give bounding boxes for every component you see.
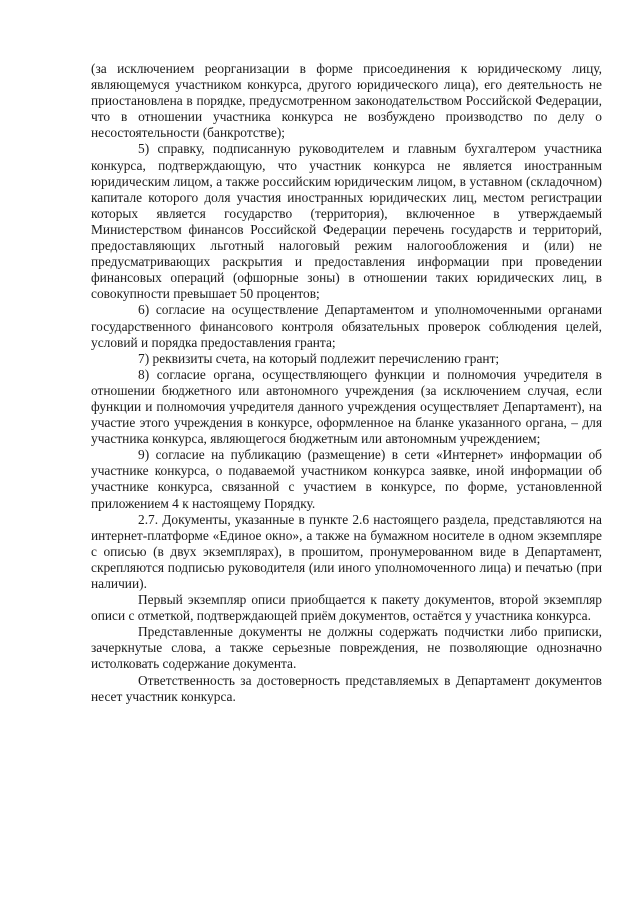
list-item-8: 8) согласие органа, осуществляющего функции и полномочия учредителя в отношении бюджетного или автономного учреждения (за исключением случая, если функции и полномочия учредителя данного учреждения осуществляет Департамент), на участие этого учреждения в конкурсе, оформленное на бланке указанного органа, – для участника конкурса, являющегося бюджетным или автономным учреждением; [91,366,602,447]
list-item-6: 6) согласие на осуществление Департаментом и уполномоченными органами государственного финансового контроля обязательных проверок соблюдения целей, условий и порядка предоставления гранта; [91,302,602,350]
list-item-9: 9) согласие на публикацию (размещение) в сети «Интернет» информации об участнике конкурса, о подаваемой участником конкурса заявке, иной информации об участнике конкурса, связанной с участием в конкурсе, по форме, установленной приложением 4 к настоящему Порядку. [91,447,602,511]
paragraph-inventory-copy: Первый экземпляр описи приобщается к пакету документов, второй экземпляр описи с отметкой, подтверждающей приём документов, остаётся у участника конкурса. [91,592,602,624]
clause-2-7: 2.7. Документы, указанные в пункте 2.6 настоящего раздела, представляются на интернет-платформе «Единое окно», а также на бумажном носителе в одном экземпляре с описью (в двух экземплярах), в прошитом, пронумерованном виде в Департамент, скрепляются подписью руководителя (или иного уполномоченного лица) и печатью (при наличии). [91,511,602,591]
paragraph-responsibility: Ответственность за достоверность представляемых в Департамент документов несет участник конкурса. [91,672,602,704]
document-body [91,61,602,705]
paragraph-continuation: (за исключением реорганизации в форме присоединения к юридическому лицу, являющемуся участником конкурса, другого юридического лица), его деятельность не приостановлена в порядке, предусмотренном законодательством Российской Федерации, что в отношении участника конкурса не возбуждено производство по делу о несостоятельности (банкротстве); [91,61,602,141]
list-item-7: 7) реквизиты счета, на который подлежит перечислению грант; [138,350,500,366]
list-item-5: 5) справку, подписанную руководителем и главным бухгалтером участника конкурса, подтверждающую, что участник конкурса не является иностранным юридическим лицом, а также российским юридическим лицом, в уставном (складочном) капитале которого доля участия иностранных юридических лиц, местом регистрации которых является государство (территория), включенное в утверждаемый Министерством финансов Российской Федерации перечень государств и территорий, предоставляющих льготный налоговый режим налогообложения и (или) не предусматривающих раскрытия и предоставления информации при проведении финансовых операций (офшорные зоны) в отношении таких юридических лиц, в совокупности превышает 50 процентов; [91,141,602,302]
paragraph-document-integrity: Представленные документы не должны содержать подчистки либо приписки, зачеркнутые слова, а также серьезные повреждения, не позволяющие однозначно истолковать содержание документа. [91,624,602,672]
